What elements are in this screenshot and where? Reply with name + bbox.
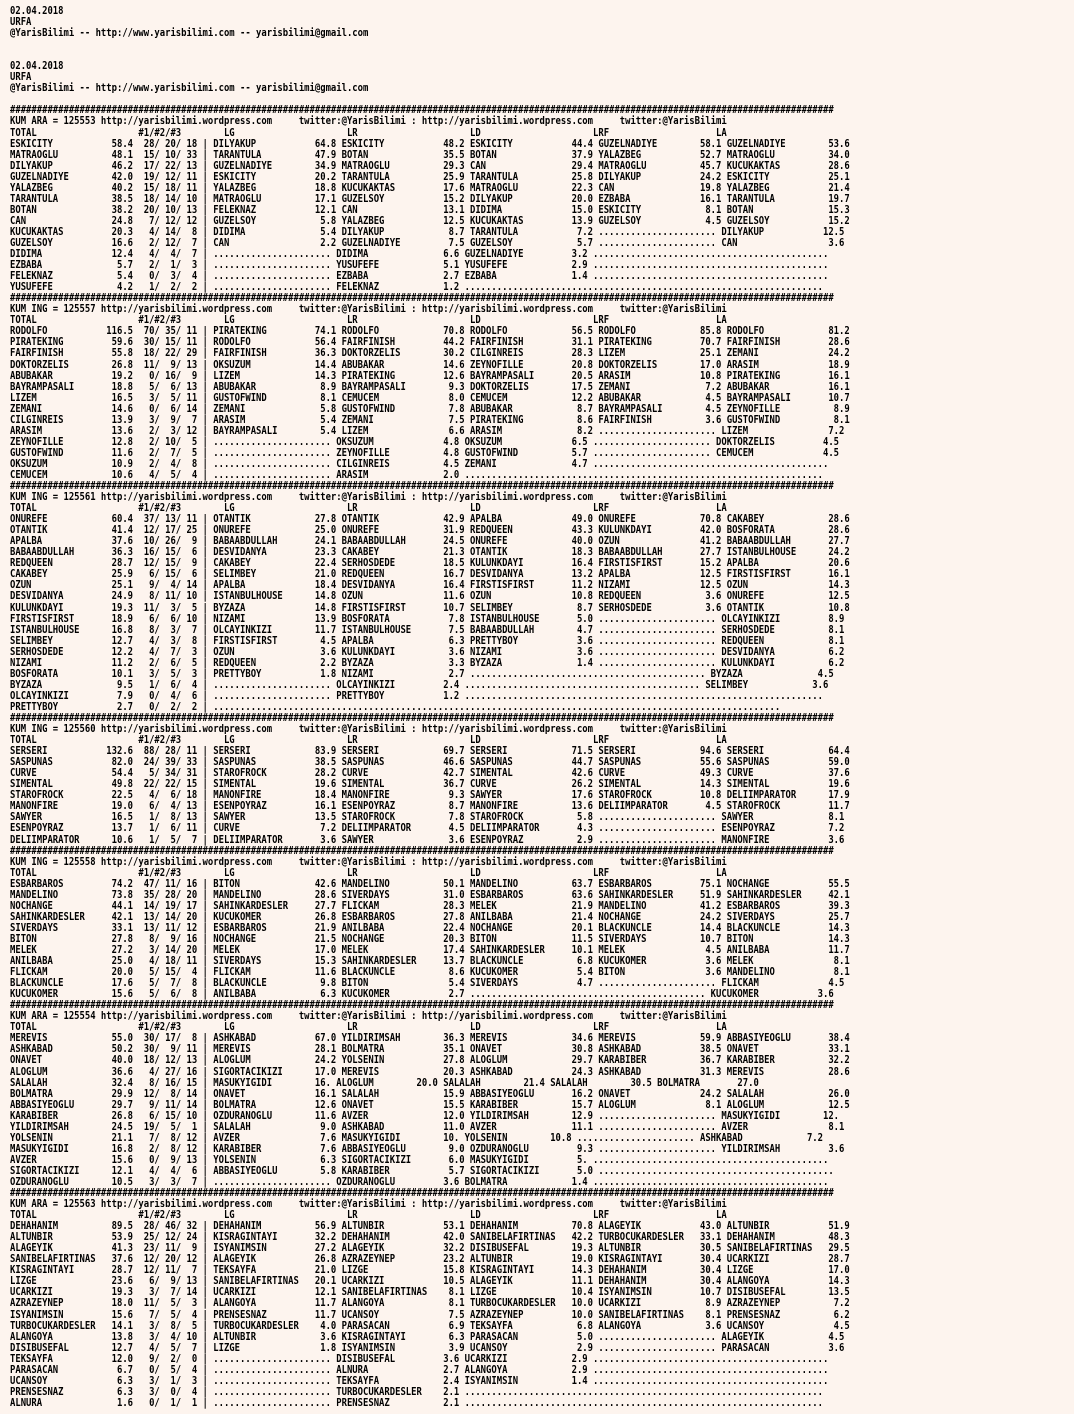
text-line: ABUBAKAR 19.2 0/ 16/ 9 | LIZEM 14.3 PIRATEKING 12.6 BAYRAMPASALI 20.5 ARASIM 10.8 PIRATEKING 16.1: [10, 369, 850, 382]
text-line: SANIBELAFIRTINAS 37.6 12/ 20/ 12 | ALAGEYIK 26.8 AZRAZEYNEP 23.2 ALTUNBIR 19.0 KISRAGINTAYI 30.4 UCARKIZI 28.7: [10, 1253, 850, 1266]
text-line: ISYANIMSIN 15.6 7/ 5/ 4 | PRENSESNAZ 11.7 UCANSOY 7.5 AZRAZEYNEP 10.0 SANIBELAFIRTINAS 8.1 PRENSESNAZ 6.2: [10, 1308, 850, 1321]
text-line: OZDURANOGLU 10.5 3/ 3/ 7 | ...................... OZDURANOGLU 3.6 BOLMATRA 1.4 ............................................: [10, 1175, 829, 1188]
text-line: DEHAHANIM 89.5 28/ 46/ 32 | DEHAHANIM 56.9 ALTUNBIR 53.1 DEHAHANIM 70.8 ALAGEYIK 43.0 ALTUNBIR 51.9: [10, 1220, 850, 1233]
text-line: TOTAL #1/#2/#3 LG LR LD LRF LA: [10, 1021, 727, 1034]
text-line: ARASIM 13.6 2/ 3/ 12 | BAYRAMPASALI 5.4 LIZEM 6.6 ARASIM 8.2 ...................... LIZEM 7.2: [10, 424, 845, 437]
text-line: CEMUCEM 10.6 4/ 5/ 4 | ...................... ARASIM 2.0 ...................................................................: [10, 468, 823, 481]
text-line: ##########################################################################################################################################################: [10, 292, 834, 305]
text-line: APALBA 37.6 10/ 26/ 9 | BABAABDULLAH 24.1 BABAABDULLAH 24.5 ONUREFE 40.0 OZUN 41.2 BABAABDULLAH 27.7: [10, 535, 850, 548]
text-line: 02.04.2018: [10, 5, 64, 17]
text-line: 02.04.2018: [10, 60, 64, 73]
text-line: TARANTULA 38.5 18/ 14/ 10 | MATRAOGLU 17.1 GUZELSOY 15.2 DILYAKUP 20.0 EZBABA 16.1 TARANTULA 19.7: [10, 192, 850, 205]
text-line: AZRAZEYNEP 18.0 11/ 5/ 3 | ALANGOYA 11.7 ALANGOYA 8.1 TURBOCUKARDESLER 10.0 UCARKIZI 8.9 AZRAZEYNEP 7.2: [10, 1297, 850, 1310]
text-line: GUZELNADIYE 42.0 19/ 12/ 11 | ESKICITY 20.2 TARANTULA 25.9 TARANTULA 25.8 DILYAKUP 24.2 ESKICITY 25.1: [10, 170, 850, 183]
text-line: OZUN 25.1 9/ 4/ 14 | APALBA 18.4 DESVIDANYA 16.4 FIRSTISFIRST 11.2 NIZAMI 12.5 OZUN 14.3: [10, 579, 850, 592]
text-line: TURBOCUKARDESLER 14.1 3/ 8/ 5 | TURBOCUKARDESLER 4.0 PARASACAN 6.9 TEKSAYFA 6.8 ALANGOYA 3.6 UCANSOY 4.5: [10, 1319, 850, 1332]
text-line: MATRAOGLU 48.1 15/ 10/ 33 | TARANTULA 47.9 BOTAN 35.5 BOTAN 37.9 YALAZBEG 52.7 MATRAOGLU 34.0: [10, 148, 850, 161]
text-line: SELIMBEY 12.7 4/ 3/ 8 | FIRSTISFIRST 4.5 APALBA 6.3 PRETTYBOY 3.6 ...................... REDQUEEN 8.1: [10, 634, 845, 647]
text-line: ESENPOYRAZ 13.7 1/ 6/ 11 | CURVE 7.2 DELIIMPARATOR 4.5 DELIIMPARATOR 4.3 ...................... ESENPOYRAZ 7.2: [10, 822, 845, 835]
text-line: ABBASIYEOGLU 29.7 9/ 11/ 14 | BOLMATRA 12.6 ONAVET 15.5 KARABIBER 15.7 ALOGLUM 8.1 ALOGLUM 12.5: [10, 1098, 850, 1111]
text-line: BAYRAMPASALI 18.8 5/ 6/ 13 | ABUBAKAR 8.9 BAYRAMPASALI 9.3 DOKTORZELIS 17.5 ZEMANI 7.2 ABUBAKAR 16.1: [10, 380, 850, 393]
text-line: STAROFROCK 22.5 4/ 6/ 18 | MANONFIRE 18.4 MANONFIRE 9.3 SAWYER 17.6 STAROFROCK 10.8 DELIIMPARATOR 17.9: [10, 789, 850, 802]
text-line: ZEYNOFILLE 12.8 2/ 10/ 5 | ...................... OKSUZUM 4.8 OKSUZUM 6.5 ...................... DOKTORZELIS 4.5: [10, 435, 840, 448]
text-line: ##########################################################################################################################################################: [10, 712, 834, 724]
text-line: PRENSESNAZ 6.3 3/ 0/ 4 | ...................... TURBOCUKARDESLER 2.1 ...................................................................: [10, 1385, 823, 1398]
text-line: KUCUKAKTAS 20.3 4/ 14/ 8 | DIDIMA 5.4 DILYAKUP 8.7 TARANTULA 7.2 ...................... DILYAKUP 12.5: [10, 225, 845, 238]
text-line: KULUNKDAYI 19.3 11/ 3/ 5 | BYZAZA 14.8 FIRSTISFIRST 10.7 SELIMBEY 8.7 SERHOSDEDE 3.6 OTANTIK 10.8: [10, 601, 850, 614]
text-line: YILDIRIMSAH 24.5 19/ 5/ 1 | SALALAH 9.0 ASHKABAD 11.0 AVZER 11.1 ...................... AVZER 8.1: [10, 1120, 845, 1133]
text-line: CAN 24.8 7/ 12/ 12 | GUZELSOY 5.8 YALAZBEG 12.5 KUCUKAKTAS 13.9 GUZELSOY 4.5 GUZELSOY 15.2: [10, 214, 850, 227]
text-line: KUM ARA = 125553 http://yarisbilimi.wordpress.com twitter:@YarisBilimi : http://yarisbilimi.wordpress.com twitter:@YarisBilimi: [10, 115, 727, 128]
text-line: TOTAL #1/#2/#3 LG LR LD LRF LA: [10, 502, 727, 515]
text-line: RODOLFO 116.5 70/ 35/ 11 | PIRATEKING 74.1 RODOLFO 70.8 RODOLFO 56.5 RODOLFO 85.8 RODOLFO 81.2: [10, 325, 850, 338]
text-line: ##########################################################################################################################################################: [10, 480, 834, 493]
text-line: BLACKUNCLE 17.6 5/ 7/ 8 | BLACKUNCLE 9.8 BITON 5.4 SIVERDAYS 4.7 ...................... FLICKAM 4.5: [10, 977, 845, 990]
text-line: ESKICITY 58.4 28/ 20/ 18 | DILYAKUP 64.8 ESKICITY 48.2 ESKICITY 44.4 GUZELNADIYE 58.1 GUZELNADIYE 53.6: [10, 137, 850, 150]
text-line: DOKTORZELIS 26.8 11/ 9/ 13 | OKSUZUM 14.4 ABUBAKAR 14.6 ZEYNOFILLE 20.8 DOKTORZELIS 17.0 ARASIM 18.9: [10, 358, 850, 371]
text-line: OLCAYINKIZI 7.9 0/ 4/ 6 | ...................... PRETTYBOY 1.2 ...................................................................: [10, 689, 823, 702]
text-line: KUM ING = 125557 http://yarisbilimi.wordpress.com twitter:@YarisBilimi : http://yarisbilimi.wordpress.com twitter:@YarisBilimi: [10, 303, 727, 316]
text-line: SAWYER 16.5 1/ 8/ 13 | SAWYER 13.5 STAROFROCK 7.8 STAROFROCK 5.8 ...................... SAWYER 8.1: [10, 811, 845, 824]
text-line: KUM ARA = 125563 http://yarisbilimi.wordpress.com twitter:@YarisBilimi : http://yarisbilimi.wordpress.com twitter:@YarisBilimi: [10, 1198, 727, 1211]
text-line: FLICKAM 20.0 5/ 15/ 4 | FLICKAM 11.6 BLACKUNCLE 8.6 KUCUKOMER 5.4 BITON 3.6 MANDELINO 8.1: [10, 966, 850, 979]
text-line: @YarisBilimi -- http://www.yarisbilimi.com -- yarisbilimi@gmail.com: [10, 27, 369, 40]
text-line: CURVE 54.4 5/ 34/ 31 | STAROFROCK 28.2 CURVE 42.7 SIMENTAL 42.6 CURVE 49.3 CURVE 37.6: [10, 767, 850, 780]
race-statistics-text: [10, 6, 850, 1409]
text-line: ANILBABA 25.0 4/ 18/ 11 | SIVERDAYS 15.3 SAHINKARDESLER 13.7 BLACKUNCLE 6.8 KUCUKOMER 3.6 MELEK 8.1: [10, 955, 850, 968]
text-line: BOSFORATA 10.1 3/ 5/ 3 | PRETTYBOY 1.8 NIZAMI 2.7 ............................................ BYZAZA 4.5: [10, 667, 834, 680]
text-line: TOTAL #1/#2/#3 LG LR LD LRF LA: [10, 314, 727, 327]
text-line: ##########################################################################################################################################################: [10, 844, 834, 857]
text-line: DISIBUSEFAL 12.7 4/ 5/ 7 | LIZGE 1.8 ISYANIMSIN 3.9 UCANSOY 2.9 ...................... PARASACAN 3.6: [10, 1341, 845, 1354]
text-line: URFA: [10, 71, 32, 84]
text-line: FAIRFINISH 55.8 18/ 22/ 29 | FAIRFINISH 36.3 DOKTORZELIS 30.2 CILGINREIS 28.3 LIZEM 25.1 ZEMANI 24.2: [10, 347, 850, 360]
text-line: DESVIDANYA 24.9 8/ 11/ 10 | ISTANBULHOUSE 14.8 OZUN 11.6 OZUN 10.8 REDQUEEN 3.6 ONUREFE 12.5: [10, 590, 850, 603]
text-line: TOTAL #1/#2/#3 LG LR LD LRF LA: [10, 1209, 727, 1222]
text-line: ALAGEYIK 41.3 23/ 11/ 9 | ISYANIMSIN 27.2 ALAGEYIK 32.2 DISIBUSEFAL 19.3 ALTUNBIR 30.5 SANIBELAFIRTINAS 29.5: [10, 1242, 850, 1255]
text-line: [10, 50, 850, 61]
text-line: ONUREFE 60.4 37/ 13/ 11 | OTANTIK 27.8 OTANTIK 42.9 APALBA 49.0 ONUREFE 70.8 CAKABEY 28.6: [10, 513, 850, 526]
text-line: ALTUNBIR 53.9 25/ 12/ 24 | KISRAGINTAYI 32.2 DEHAHANIM 42.0 SANIBELAFIRTINAS 42.2 TURBOCUKARDESLER 33.1 DEHAHANIM 48.3: [10, 1231, 850, 1244]
text-line: ASHKABAD 50.2 30/ 9/ 11 | MEREVIS 28.1 BOLMATRA 35.1 ONAVET 30.8 ASHKABAD 38.5 ONAVET 33.1: [10, 1043, 850, 1056]
text-line: CILGINREIS 13.9 3/ 9/ 7 | ARASIM 5.4 ZEMANI 7.5 PIRATEKING 8.6 FAIRFINISH 3.6 GUSTOFWIND 8.1: [10, 413, 850, 426]
text-line: ZEMANI 14.6 0/ 6/ 14 | ZEMANI 5.8 GUSTOFWIND 7.8 ABUBAKAR 8.7 BAYRAMPASALI 4.5 ZEYNOFILLE 8.9: [10, 402, 850, 415]
text-line: @YarisBilimi -- http://www.yarisbilimi.com -- yarisbilimi@gmail.com: [10, 82, 369, 95]
text-line: YUSUFEFE 4.2 1/ 2/ 2 | ...................... FELEKNAZ 1.2 ...................................................................: [10, 281, 823, 294]
text-line: UCARKIZI 19.3 3/ 7/ 14 | UCARKIZI 12.1 SANIBELAFIRTINAS 8.1 LIZGE 10.4 ISYANIMSIN 10.7 DISIBUSEFAL 13.5: [10, 1286, 850, 1299]
text-line: MANDELINO 73.8 35/ 28/ 20 | MANDELINO 28.6 SIVERDAYS 31.0 ESBARBAROS 63.6 SAHINKARDESLER 51.9 SAHINKARDESLER 42.1: [10, 888, 850, 901]
text-line: GUZELSOY 16.6 2/ 12/ 7 | CAN 2.2 GUZELNADIYE 7.5 GUZELSOY 5.7 ...................... CAN 3.6: [10, 236, 845, 249]
text-line: [10, 39, 850, 50]
text-line: SIGORTACIKIZI 12.1 4/ 4/ 6 | ABBASIYEOGLU 5.8 KARABIBER 5.7 SIGORTACIKIZI 5.0 ............................................: [10, 1164, 834, 1177]
text-line: MEREVIS 55.0 30/ 17/ 8 | ASHKABAD 67.0 YILDIRIMSAH 36.3 MEREVIS 34.6 MEREVIS 59.9 ABBASIYEOGLU 38.4: [10, 1032, 850, 1045]
text-line: OTANTIK 41.4 12/ 17/ 25 | ONUREFE 25.0 ONUREFE 31.9 REDQUEEN 43.3 KULUNKDAYI 42.0 BOSFORATA 28.6: [10, 524, 850, 537]
text-line: NIZAMI 11.2 2/ 6/ 5 | REDQUEEN 2.2 BYZAZA 3.3 BYZAZA 1.4 ...................... KULUNKDAYI 6.2: [10, 656, 845, 669]
text-line: UCANSOY 6.3 3/ 1/ 3 | ...................... TEKSAYFA 2.4 ISYANIMSIN 1.4 ............................................: [10, 1374, 829, 1387]
text-line: URFA: [10, 16, 32, 29]
text-line: ALOGLUM 36.6 4/ 27/ 16 | SIGORTACIKIZI 17.0 MEREVIS 20.3 ASHKABAD 24.3 ASHKABAD 31.3 MEREVIS 28.6: [10, 1065, 850, 1078]
text-line: MANONFIRE 19.0 6/ 4/ 13 | ESENPOYRAZ 16.1 ESENPOYRAZ 8.7 MANONFIRE 13.6 DELIIMPARATOR 4.5 STAROFROCK 11.7: [10, 800, 850, 813]
text-line: SIMENTAL 49.8 22/ 22/ 15 | SIMENTAL 19.6 SIMENTAL 36.7 CURVE 26.2 SIMENTAL 14.3 SIMENTAL 19.6: [10, 778, 850, 791]
text-line: ##########################################################################################################################################################: [10, 104, 834, 117]
text-line: BOLMATRA 29.9 12/ 8/ 14 | ONAVET 16.1 SALALAH 15.9 ABBASIYEOGLU 16.2 ONAVET 24.2 SALALAH 26.0: [10, 1087, 850, 1100]
text-line: DELIIMPARATOR 10.6 1/ 5/ 7 | DELIIMPARATOR 3.6 SAWYER 3.6 ESENPOYRAZ 2.9 ...................... MANONFIRE 3.6: [10, 833, 845, 846]
text-line: KUM ING = 125558 http://yarisbilimi.wordpress.com twitter:@YarisBilimi : http://yarisbilimi.wordpress.com twitter:@YarisBilimi: [10, 855, 727, 868]
text-line: LIZGE 23.6 6/ 9/ 13 | SANIBELAFIRTINAS 20.1 UCARKIZI 10.5 ALAGEYIK 11.1 DEHAHANIM 30.4 ALANGOYA 14.3: [10, 1275, 850, 1288]
text-line: NOCHANGE 44.1 14/ 19/ 17 | SAHINKARDESLER 27.7 FLICKAM 28.3 MELEK 21.9 MANDELINO 41.2 ESBARBAROS 39.3: [10, 899, 850, 912]
text-line: SAHINKARDESLER 42.1 13/ 14/ 20 | KUCUKOMER 26.8 ESBARBAROS 27.8 ANILBABA 21.4 NOCHANGE 24.2 SIVERDAYS 25.7: [10, 910, 850, 923]
text-line: AVZER 15.6 0/ 9/ 13 | YOLSENIN 6.3 SIGORTACIKIZI 6.0 MASUKYIGIDI 5. ............................................: [10, 1153, 829, 1166]
text-line: MELEK 27.2 3/ 14/ 20 | MELEK 17.0 MELEK 17.4 SAHINKARDESLER 10.1 MELEK 4.5 ANILBABA 11.7: [10, 943, 850, 956]
text-line: BOTAN 38.2 20/ 10/ 13 | FELEKNAZ 12.1 CAN 13.1 DIDIMA 15.0 ESKICITY 8.1 BOTAN 15.3: [10, 203, 850, 216]
text-line: SALALAH 32.4 8/ 16/ 15 | MASUKYIGIDI 16. ALOGLUM 20.0 SALALAH 21.4 SALALAH 30.5 BOLMATRA 27.0: [10, 1076, 759, 1089]
text-line: DILYAKUP 46.2 17/ 22/ 13 | GUZELNADIYE 34.9 MATRAOGLU 29.3 CAN 29.4 MATRAOGLU 45.7 KUCUKAKTAS 28.6: [10, 159, 850, 172]
text-line: BYZAZA 9.5 1/ 6/ 4 | ...................... OLCAYINKIZI 2.4 ............................................ SELIMBEY 3.6: [10, 678, 829, 691]
text-line: PARASACAN 6.7 0/ 5/ 4 | ...................... ALNURA 2.7 ALANGOYA 2.9 ............................................: [10, 1363, 829, 1376]
text-line: KUM ARA = 125554 http://yarisbilimi.wordpress.com twitter:@YarisBilimi : http://yarisbilimi.wordpress.com twitter:@YarisBilimi: [10, 1010, 727, 1023]
text-line: ##########################################################################################################################################################: [10, 999, 834, 1012]
text-line: YOLSENIN 21.1 7/ 8/ 12 | AVZER 7.6 MASUKYIGIDI 10. YOLSENIN 10.8 ...................... ASHKABAD 7.2: [10, 1131, 823, 1144]
text-line: FIRSTISFIRST 18.9 6/ 6/ 10 | NIZAMI 13.9 BOSFORATA 7.8 ISTANBULHOUSE 5.0 ...................... OLCAYINKIZI 8.9: [10, 612, 845, 625]
text-line: KUM ING = 125560 http://yarisbilimi.wordpress.com twitter:@YarisBilimi : http://yarisbilimi.wordpress.com twitter:@YarisBilimi: [10, 723, 727, 736]
text-line: REDQUEEN 28.7 12/ 15/ 9 | CAKABEY 22.4 SERHOSDEDE 18.5 KULUNKDAYI 16.4 FIRSTISFIRST 15.2 APALBA 20.6: [10, 557, 850, 570]
text-line: BITON 27.8 8/ 9/ 16 | NOCHANGE 21.5 NOCHANGE 20.3 BITON 11.5 SIVERDAYS 10.7 BITON 14.3: [10, 932, 850, 945]
text-line: BABAABDULLAH 36.3 16/ 15/ 6 | DESVIDANYA 23.3 CAKABEY 21.3 OTANTIK 18.3 BABAABDULLAH 27.7 ISTANBULHOUSE 24.2: [10, 546, 850, 559]
text-line: ONAVET 40.0 18/ 12/ 13 | ALOGLUM 24.2 YOLSENIN 27.8 ALOGLUM 29.7 KARABIBER 36.7 KARABIBER 32.2: [10, 1054, 850, 1067]
text-line: KUM ING = 125561 http://yarisbilimi.wordpress.com twitter:@YarisBilimi : http://yarisbilimi.wordpress.com twitter:@YarisBilimi: [10, 491, 727, 504]
text-line: YALAZBEG 40.2 15/ 18/ 11 | YALAZBEG 18.8 KUCUKAKTAS 17.6 MATRAOGLU 22.3 CAN 19.8 YALAZBEG 21.4: [10, 181, 850, 194]
text-line: FELEKNAZ 5.4 0/ 3/ 4 | ...................... EZBABA 2.7 EZBABA 1.4 ............................................: [10, 270, 829, 283]
text-line: LIZEM 16.5 3/ 5/ 11 | GUSTOFWIND 8.1 CEMUCEM 8.0 CEMUCEM 12.2 ABUBAKAR 4.5 BAYRAMPASALI 10.7: [10, 391, 850, 404]
text-line: TOTAL #1/#2/#3 LG LR LD LRF LA: [10, 126, 727, 139]
text-line: KISRAGINTAYI 28.7 12/ 11/ 7 | TEKSAYFA 21.0 LIZGE 15.8 KISRAGINTAYI 14.3 DEHAHANIM 30.4 LIZGE 17.0: [10, 1264, 850, 1277]
text-line: CAKABEY 25.9 6/ 15/ 6 | SELIMBEY 21.0 REDQUEEN 16.7 DESVIDANYA 13.2 APALBA 12.5 FIRSTISFIRST 16.1: [10, 568, 850, 581]
text-line: PRETTYBOY 2.7 0/ 2/ 2 | ..........................................................................................................: [10, 700, 781, 713]
text-line: ESBARBAROS 74.2 47/ 11/ 16 | BITON 42.6 MANDELINO 50.1 MANDELINO 63.7 ESBARBAROS 75.1 NOCHANGE 55.5: [10, 877, 850, 890]
text-line: ##########################################################################################################################################################: [10, 1187, 834, 1200]
text-line: GUSTOFWIND 11.6 2/ 7/ 5 | ...................... ZEYNOFILLE 4.8 GUSTOFWIND 5.7 ...................... CEMUCEM 4.5: [10, 446, 840, 459]
text-line: SIVERDAYS 33.1 13/ 11/ 12 | ESBARBAROS 21.9 ANILBABA 22.4 NOCHANGE 20.1 BLACKUNCLE 14.4 BLACKUNCLE 14.3: [10, 921, 850, 934]
text-line: MASUKYIGIDI 16.8 2/ 8/ 12 | KARABIBER 7.6 ABBASIYEOGLU 9.0 OZDURANOGLU 9.3 ...................... YILDIRIMSAH 3.6: [10, 1142, 845, 1155]
text-line: SASPUNAS 82.0 24/ 39/ 33 | SASPUNAS 38.5 SASPUNAS 46.6 SASPUNAS 44.7 SASPUNAS 55.6 SASPUNAS 59.0: [10, 756, 850, 769]
text-line: TOTAL #1/#2/#3 LG LR LD LRF LA: [10, 866, 727, 879]
text-line: KARABIBER 26.8 6/ 15/ 10 | OZDURANOGLU 11.6 AVZER 12.0 YILDIRIMSAH 12.9 ...................... MASUKYIGIDI 12.: [10, 1109, 840, 1122]
text-line: EZBABA 5.7 2/ 1/ 3 | ...................... YUSUFEFE 5.1 YUSUFEFE 2.9 ............................................: [10, 259, 829, 272]
text-line: DIDIMA 12.4 4/ 4/ 7 | ...................... DIDIMA 6.6 GUZELNADIYE 3.2 ............................................: [10, 248, 829, 261]
text-line: OKSUZUM 10.9 2/ 4/ 8 | ...................... CILGINREIS 4.5 ZEMANI 4.7 ............................................: [10, 457, 829, 470]
text-line: SERSERI 132.6 88/ 28/ 11 | SERSERI 83.9 SERSERI 69.7 SERSERI 71.5 SERSERI 94.6 SERSERI 64.4: [10, 745, 850, 758]
text-line: TEKSAYFA 12.0 9/ 2/ 0 | ...................... DISIBUSEFAL 3.6 UCARKIZI 2.9 ............................................: [10, 1352, 829, 1365]
text-line: ALANGOYA 13.8 3/ 4/ 10 | ALTUNBIR 3.6 KISRAGINTAYI 6.3 PARASACAN 5.0 ...................... ALAGEYIK 4.5: [10, 1330, 845, 1343]
text-line: ALNURA 1.6 0/ 1/ 1 | ...................... PRENSESNAZ 2.1 ...................................................................: [10, 1396, 823, 1409]
text-line: PIRATEKING 59.6 30/ 15/ 11 | RODOLFO 56.4 FAIRFINISH 44.2 FAIRFINISH 31.1 PIRATEKING 70.7 FAIRFINISH 28.6: [10, 336, 850, 349]
text-line: KUCUKOMER 15.6 5/ 6/ 8 | ANILBABA 6.3 KUCUKOMER 2.7 ............................................ KUCUKOMER 3.6: [10, 988, 834, 1001]
text-line: TOTAL #1/#2/#3 LG LR LD LRF LA: [10, 734, 727, 747]
text-line: ISTANBULHOUSE 16.8 8/ 3/ 7 | OLCAYINKIZI 11.7 ISTANBULHOUSE 7.5 BABAABDULLAH 4.7 ...................... SERHOSDEDE 8.1: [10, 623, 845, 636]
text-line: SERHOSDEDE 12.2 4/ 7/ 3 | OZUN 3.6 KULUNKDAYI 3.6 NIZAMI 3.6 ...................... DESVIDANYA 6.2: [10, 645, 845, 658]
